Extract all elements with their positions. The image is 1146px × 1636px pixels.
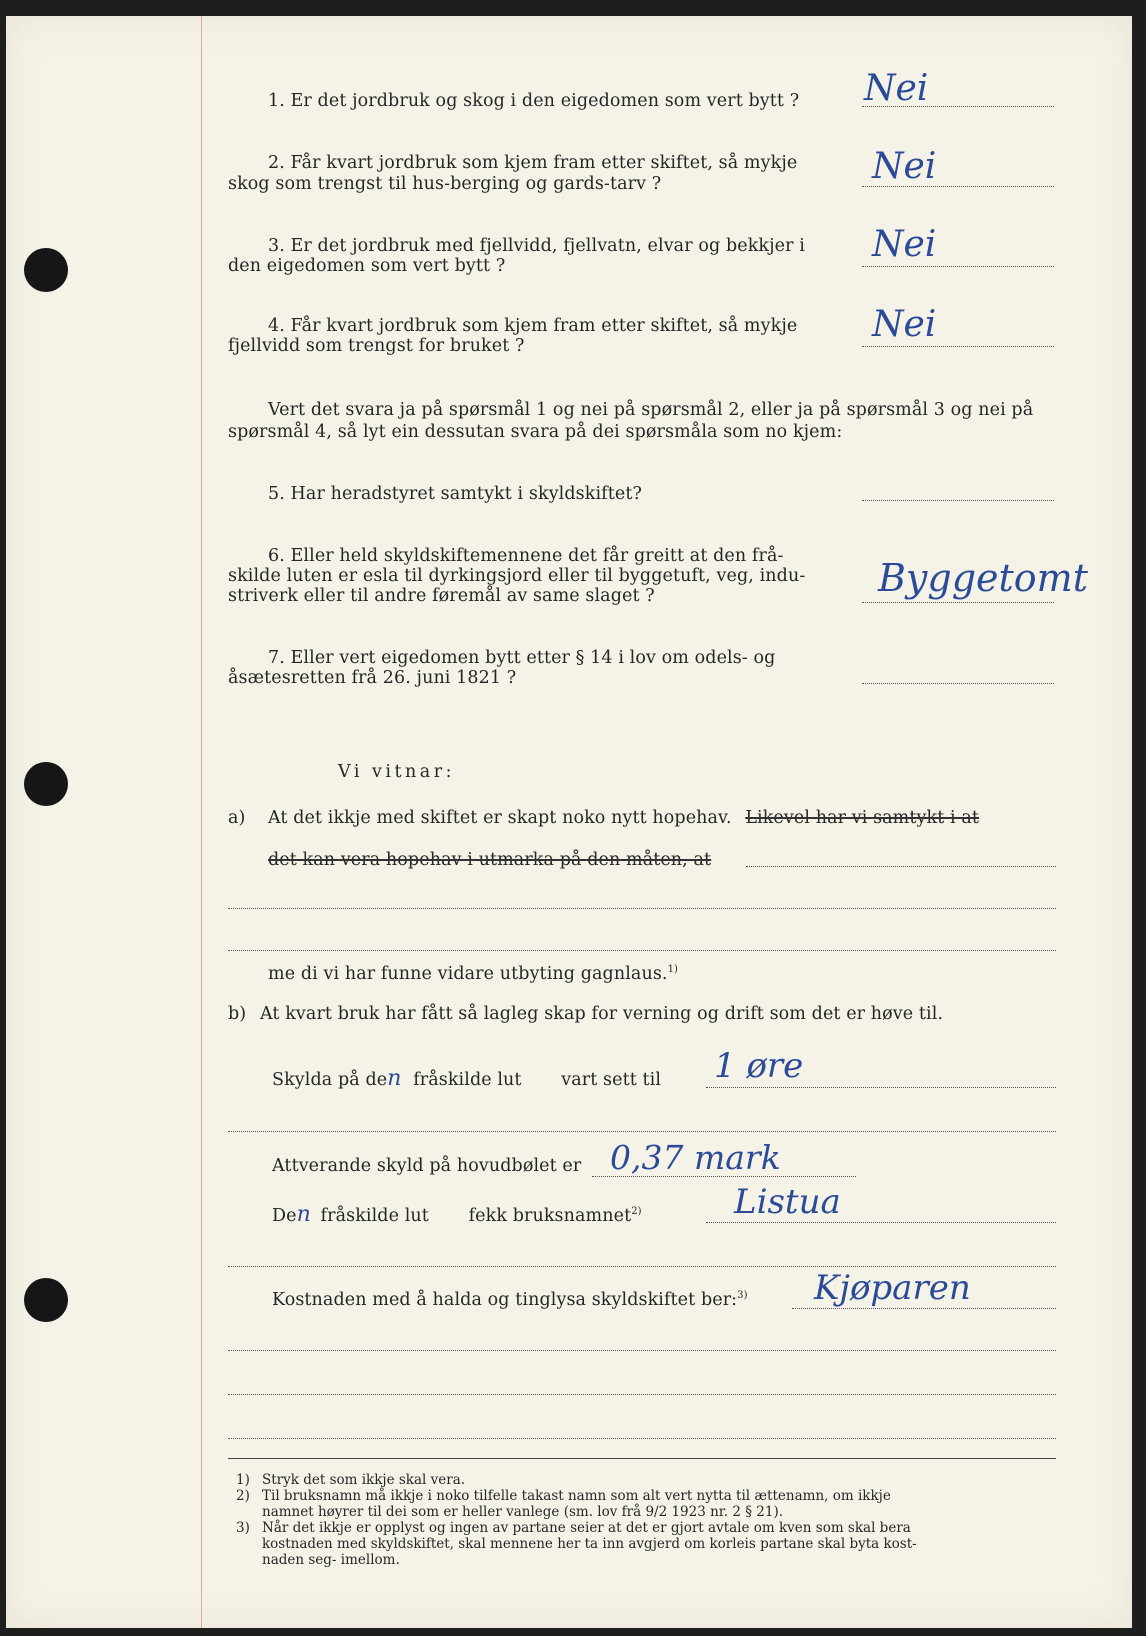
kostnad-blank-line-3 (228, 1438, 1056, 1439)
footnote-1-line-1: Stryk det som ikkje skal vera. (262, 1472, 466, 1488)
footnote-ref-1: 1) (667, 964, 679, 976)
witness-b-label: b) (228, 1004, 247, 1024)
witness-a-label: a) (228, 808, 246, 828)
question-4-answer-line (862, 346, 1054, 347)
margin-rule (201, 16, 202, 1628)
question-4-text-line1: 4. Får kvart jordbruk som kjem fram etter skiftet, så mykje (268, 316, 798, 336)
witness-a-end-text: me di vi har funne vidare utbyting gagnlaus. (268, 964, 668, 984)
bruksnamn-blank-line (228, 1266, 1056, 1267)
form-page (6, 16, 1132, 1628)
question-5-answer-line (862, 500, 1054, 501)
kostnad-blank-line-1 (228, 1350, 1056, 1351)
question-1-answer: Nei (864, 68, 929, 109)
skyld-after: vart sett til (561, 1070, 662, 1090)
question-3-text-line1: 3. Er det jordbruk med fjellvidd, fjellvatn, elvar og bekkjer i (268, 236, 805, 256)
skyld-blank-line (228, 1131, 1056, 1132)
bruksnamn-handwritten-suffix: n (296, 1202, 311, 1227)
question-6-text-line1: 6. Eller held skyldskiftemennene det får greitt at den frå- (268, 546, 784, 566)
question-3-answer-line (862, 266, 1054, 267)
bruksnamn-middle: fråskilde lut (320, 1206, 429, 1226)
footnote-3-line-3: naden seg- imellom. (262, 1552, 400, 1568)
witness-a-text (268, 808, 979, 828)
skyld-handwritten-suffix: n (387, 1066, 402, 1091)
question-4-text-line2: fjellvidd som trengst for bruket ? (228, 336, 525, 356)
witness-a-blank-line-1 (228, 908, 1056, 909)
question-4-answer: Nei (872, 304, 937, 345)
bruksnamn-prefix: De (272, 1206, 297, 1226)
kostnad-row (272, 1290, 748, 1310)
skyld-middle: fråskilde lut (413, 1070, 522, 1090)
question-6-text-line3: striverk eller til andre føremål av same slaget ? (228, 586, 655, 606)
skyld-value: 1 øre (714, 1046, 804, 1086)
footnote-2-mark: 2) (236, 1488, 250, 1504)
question-7-text-line2: åsætesretten frå 26. juni 1821 ? (228, 668, 517, 688)
bruksnamn-value: Listua (734, 1182, 841, 1222)
bruksnamn-value-line (706, 1222, 1056, 1223)
punch-hole-top (24, 248, 68, 292)
question-6-text-line2: skilde luten er esla til dyrkingsjord eller til byggetuft, veg, indu- (228, 566, 806, 586)
footnote-ref-3: 3) (737, 1290, 748, 1302)
question-2-answer-line (862, 186, 1054, 187)
witness-a-blank-line-2 (228, 950, 1056, 951)
question-3-text-line2: den eigedomen som vert bytt ? (228, 256, 506, 276)
footnote-separator (228, 1458, 1056, 1459)
skyld-value-line (706, 1087, 1056, 1088)
punch-hole-bottom (24, 1278, 68, 1322)
kostnad-value-line (792, 1308, 1056, 1309)
footnote-3-line-1: Når det ikkje er opplyst og ingen av partane seier at det er gjort avtale om kven som skal bera (262, 1520, 911, 1536)
question-3-answer: Nei (872, 224, 937, 265)
question-2-answer: Nei (872, 146, 937, 187)
witness-heading: Vi vitnar: (338, 762, 455, 782)
attverande-value: 0,37 mark (610, 1138, 781, 1177)
skyld-prefix: Skylda på de (272, 1070, 388, 1090)
instruction-line2: spørsmål 4, så lyt ein dessutan svara på dei spørsmåla som no kjem: (228, 422, 843, 442)
question-7-answer-line (862, 683, 1054, 684)
question-6-answer: Byggetomt (878, 556, 1088, 600)
bruksnamn-after: fekk bruksnamnet (468, 1206, 632, 1226)
question-2-text-line1: 2. Får kvart jordbruk som kjem fram etter skiftet, så mykje (268, 153, 798, 173)
question-1-text: 1. Er det jordbruk og skog i den eigedomen som vert bytt ? (268, 91, 800, 111)
witness-a-main: At det ikkje med skiftet er skapt noko nytt hopehav. (268, 808, 732, 828)
kostnad-label: Kostnaden med å halda og tinglysa skyldskiftet ber: (272, 1290, 738, 1310)
punch-hole-middle (24, 762, 68, 806)
question-7-text-line1: 7. Eller vert eigedomen bytt etter § 14 i lov om odels- og (268, 648, 776, 668)
skyld-row (272, 1066, 661, 1091)
question-5-text: 5. Har heradstyret samtykt i skyldskiftet? (268, 484, 642, 504)
witness-a-struck-1: Likevel har vi samtykt i at (745, 808, 980, 828)
witness-a-continuation-line (746, 866, 1056, 867)
attverande-value-line (592, 1176, 856, 1177)
witness-a-struck-line (268, 850, 711, 870)
witness-a-struck-2: det kan vera hopehav i utmarka på den måten, at (268, 850, 712, 870)
attverande-label: Attverande skyld på hovudbølet er (272, 1156, 582, 1176)
footnote-ref-2: 2) (631, 1206, 642, 1218)
witness-b-text: At kvart bruk har fått så lagleg skap for verning og drift som det er høve til. (260, 1004, 944, 1024)
instruction-line1: Vert det svara ja på spørsmål 1 og nei på spørsmål 2, eller ja på spørsmål 3 og nei på (268, 400, 1034, 420)
footnote-2-line-2: namnet høyrer til dei som er heller vanlege (sm. lov frå 9/2 1923 nr. 2 § 21). (262, 1504, 784, 1520)
witness-a-end (268, 964, 678, 984)
footnote-3-mark: 3) (236, 1520, 250, 1536)
kostnad-blank-line-2 (228, 1394, 1056, 1395)
kostnad-value: Kjøparen (814, 1268, 971, 1308)
question-2-text-line2: skog som trengst til hus-berging og gards-tarv ? (228, 174, 662, 194)
question-1-answer-line (862, 106, 1054, 107)
footnote-2-line-1: Til bruksnamn må ikkje i noko tilfelle takast namn som alt vert nytta til ættenamn, om ikkje (262, 1488, 891, 1504)
footnote-3-line-2: kostnaden med skyldskiftet, skal mennene her ta inn avgjerd om korleis partane skal byta kost- (262, 1536, 917, 1552)
bruksnamn-row (272, 1202, 642, 1227)
footnote-1-mark: 1) (236, 1472, 250, 1488)
question-6-answer-line (862, 602, 1054, 603)
